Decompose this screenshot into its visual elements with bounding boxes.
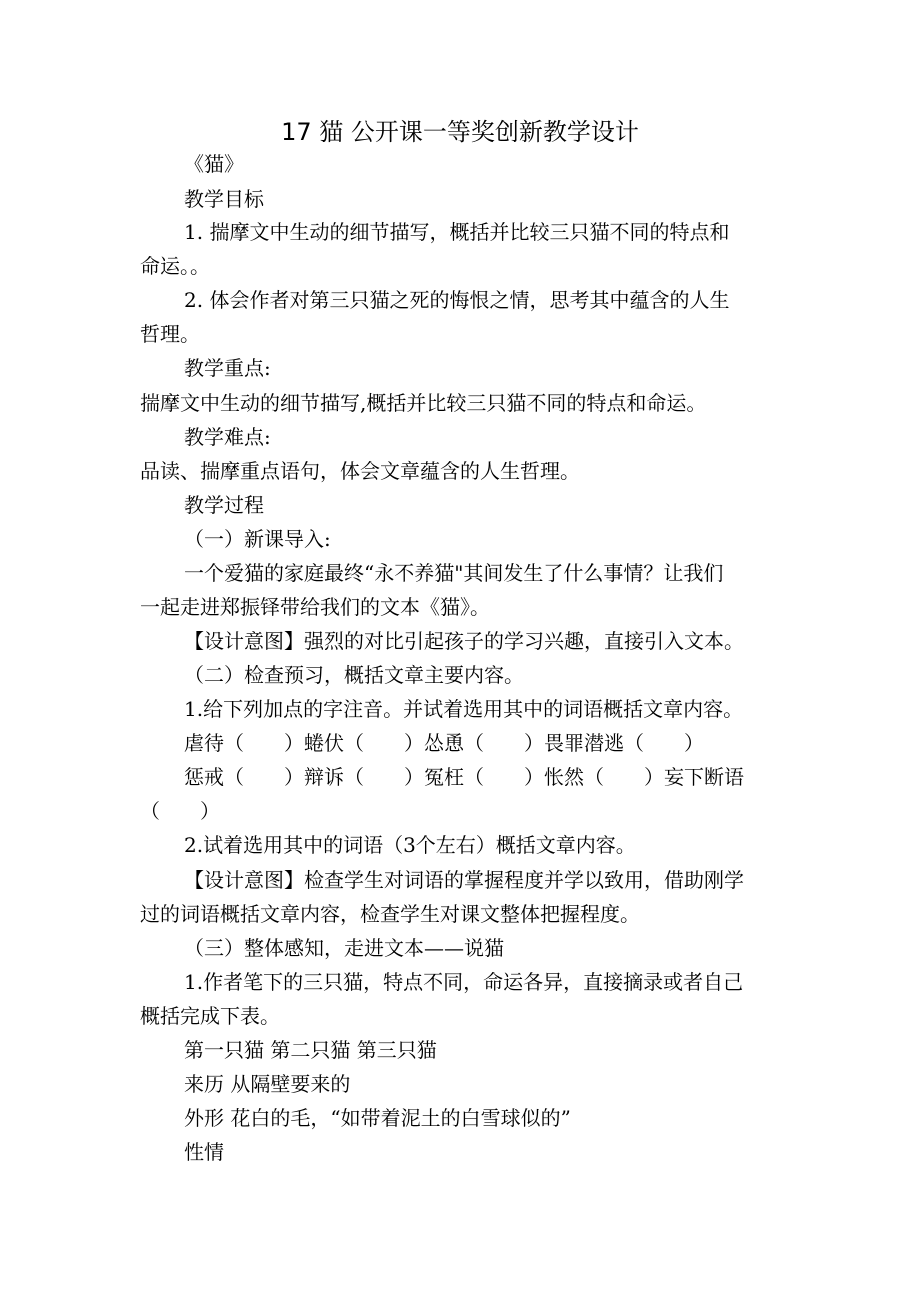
text-line: 揣摩文中生动的细节描写,概括并比较三只猫不同的特点和命运。 xyxy=(140,391,707,415)
text-line: 2. 体会作者对第三只猫之死的悔恨之情，思考其中蕴含的人生 xyxy=(184,288,730,312)
table-header-row: 第一只猫 第二只猫 第三只猫 xyxy=(184,1038,437,1062)
text-line: 过的词语概括文章内容，检查学生对课文整体把握程度。 xyxy=(140,902,640,926)
text-line: 2.试着选用其中的词语（3个左右）概括文章内容。 xyxy=(184,833,636,857)
text-line: 惩戒（ ）辩诉（ ）冤枉（ ）怅然（ ）妄下断语 xyxy=(184,765,744,789)
text-line: 《猫》 xyxy=(184,152,244,176)
text-line: （二）检查预习，概括文章主要内容。 xyxy=(184,663,524,687)
text-line: 【设计意图】强烈的对比引起孩子的学习兴趣，直接引入文本。 xyxy=(184,629,744,653)
section-heading: 教学重点: xyxy=(184,356,271,380)
text-line: 【设计意图】检查学生对词语的掌握程度并学以致用，借助刚学 xyxy=(184,868,744,892)
text-line: 一个爱猫的家庭最终“永不养猫"其间发生了什么事情？让我们 xyxy=(184,561,724,585)
text-line: 1. 揣摩文中生动的细节描写，概括并比较三只猫不同的特点和 xyxy=(184,220,730,244)
text-line: 1.作者笔下的三只猫，特点不同，命运各异，直接摘录或者自己 xyxy=(184,970,744,994)
text-line: 一起走进郑振铎带给我们的文本《猫》。 xyxy=(140,595,490,619)
text-line: 命运。。 xyxy=(140,254,210,278)
text-line: 品读、揣摩重点语句，体会文章蕴含的人生哲理。 xyxy=(140,459,580,483)
text-line: 哲理。 xyxy=(140,322,200,346)
section-heading: 教学目标 xyxy=(184,187,264,211)
table-row: 来历 从隔壁要来的 xyxy=(184,1072,351,1096)
document-title: 17 猫 公开课一等奖创新教学设计 xyxy=(281,118,639,146)
table-row: 性情 xyxy=(184,1140,224,1164)
section-heading: 教学难点: xyxy=(184,425,271,449)
text-line: （ ） xyxy=(140,799,220,823)
table-row: 外形 花白的毛，“如带着泥土的白雪球似的” xyxy=(184,1106,571,1130)
text-line: （三）整体感知，走进文本——说猫 xyxy=(184,936,504,960)
text-line: 1.给下列加点的字注音。并试着选用其中的词语概括文章内容。 xyxy=(184,697,744,721)
section-heading: 教学过程 xyxy=(184,493,264,517)
text-line: （一）新课导入: xyxy=(184,527,331,551)
text-line: 虐待（ ）蜷伏（ ）怂恿（ ）畏罪潜逃（ ） xyxy=(184,731,704,755)
text-line: 概括完成下表。 xyxy=(140,1004,280,1028)
